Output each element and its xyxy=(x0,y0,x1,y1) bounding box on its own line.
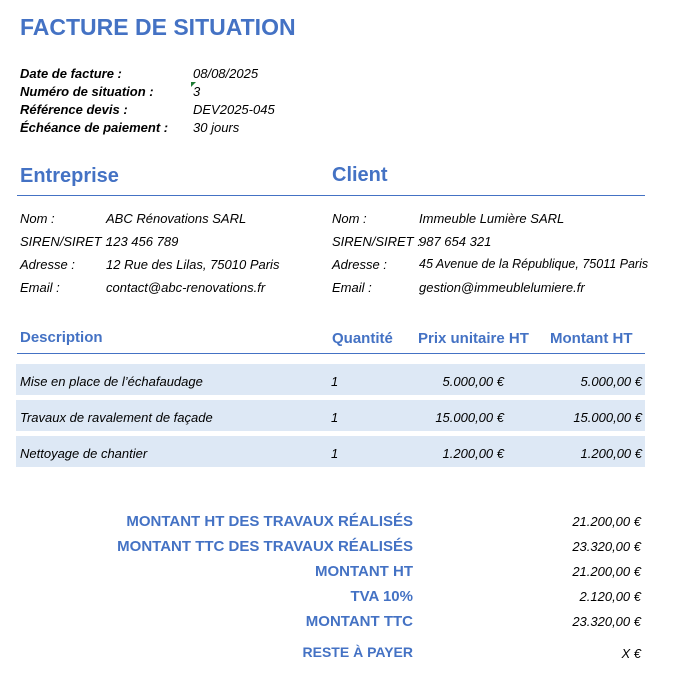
payment-due-value: 30 jours xyxy=(193,120,240,135)
company-siren-label: SIREN/SIRET : xyxy=(20,234,109,249)
situation-number-label: Numéro de situation : xyxy=(20,84,154,99)
company-name-value: ABC Rénovations SARL xyxy=(106,211,247,226)
client-heading: Client xyxy=(332,164,388,186)
page-title: FACTURE DE SITUATION xyxy=(20,14,296,40)
summary-vat-label: TVA 10% xyxy=(350,588,413,605)
row-unit-price: 15.000,00 € xyxy=(435,410,504,425)
summary-ttc-value: 23.320,00 € xyxy=(572,614,641,629)
company-heading: Entreprise xyxy=(20,165,119,187)
summary-balance-label: RESTE À PAYER xyxy=(302,644,413,660)
company-email-value: contact@abc-renovations.fr xyxy=(106,280,266,295)
row-amount: 5.000,00 € xyxy=(580,374,642,389)
company-siren-value: 123 456 789 xyxy=(106,234,179,249)
table-header-divider xyxy=(17,353,645,354)
situation-number-value: 3 xyxy=(193,84,201,99)
col-header-quantity: Quantité xyxy=(332,330,393,347)
row-description: Travaux de ravalement de façade xyxy=(20,410,213,425)
summary-ttc-label: MONTANT TTC xyxy=(305,613,413,630)
summary-ht-realised-value: 21.200,00 € xyxy=(572,514,641,529)
quote-reference-label: Référence devis : xyxy=(20,102,128,117)
payment-due-label: Échéance de paiement : xyxy=(20,120,169,135)
row-quantity: 1 xyxy=(331,410,339,425)
summary-balance-value: X € xyxy=(621,646,641,661)
section-divider xyxy=(17,195,645,196)
summary-ttc-realised-label: MONTANT TTC DES TRAVAUX RÉALISÉS xyxy=(117,538,413,555)
row-amount: 1.200,00 € xyxy=(580,446,642,461)
row-description: Nettoyage de chantier xyxy=(20,446,148,461)
col-header-description: Description xyxy=(20,329,103,346)
row-amount: 15.000,00 € xyxy=(573,410,642,425)
client-name-value: Immeuble Lumière SARL xyxy=(419,211,565,226)
client-address-value: 45 Avenue de la République, 75011 Paris xyxy=(419,257,649,271)
row-unit-price: 1.200,00 € xyxy=(442,446,504,461)
row-quantity: 1 xyxy=(331,374,339,389)
invoice-date-value: 08/08/2025 xyxy=(193,66,259,81)
client-email-value: gestion@immeublelumiere.fr xyxy=(419,280,585,295)
company-email-label: Email : xyxy=(20,280,60,295)
summary-ttc-realised-value: 23.320,00 € xyxy=(572,539,641,554)
client-email-label: Email : xyxy=(332,280,372,295)
company-address-label: Adresse : xyxy=(20,257,75,272)
summary-ht-value: 21.200,00 € xyxy=(572,564,641,579)
invoice-date-label: Date de facture : xyxy=(20,66,122,81)
client-name-label: Nom : xyxy=(332,211,367,226)
summary-ht-label: MONTANT HT xyxy=(314,563,413,580)
row-unit-price: 5.000,00 € xyxy=(442,374,504,389)
col-header-unit-price: Prix unitaire HT xyxy=(418,330,529,347)
quote-reference-value: DEV2025-045 xyxy=(193,102,275,117)
client-siren-label: SIREN/SIRET : xyxy=(332,234,421,249)
company-address-value: 12 Rue des Lilas, 75010 Paris xyxy=(106,257,280,272)
row-quantity: 1 xyxy=(331,446,339,461)
col-header-amount: Montant HT xyxy=(550,330,633,347)
summary-vat-value: 2.120,00 € xyxy=(579,589,641,604)
summary-ht-realised-label: MONTANT HT DES TRAVAUX RÉALISÉS xyxy=(126,513,413,530)
company-name-label: Nom : xyxy=(20,211,55,226)
client-siren-value: 987 654 321 xyxy=(419,234,492,249)
row-description: Mise en place de l’échafaudage xyxy=(20,374,203,389)
client-address-label: Adresse : xyxy=(332,257,387,272)
